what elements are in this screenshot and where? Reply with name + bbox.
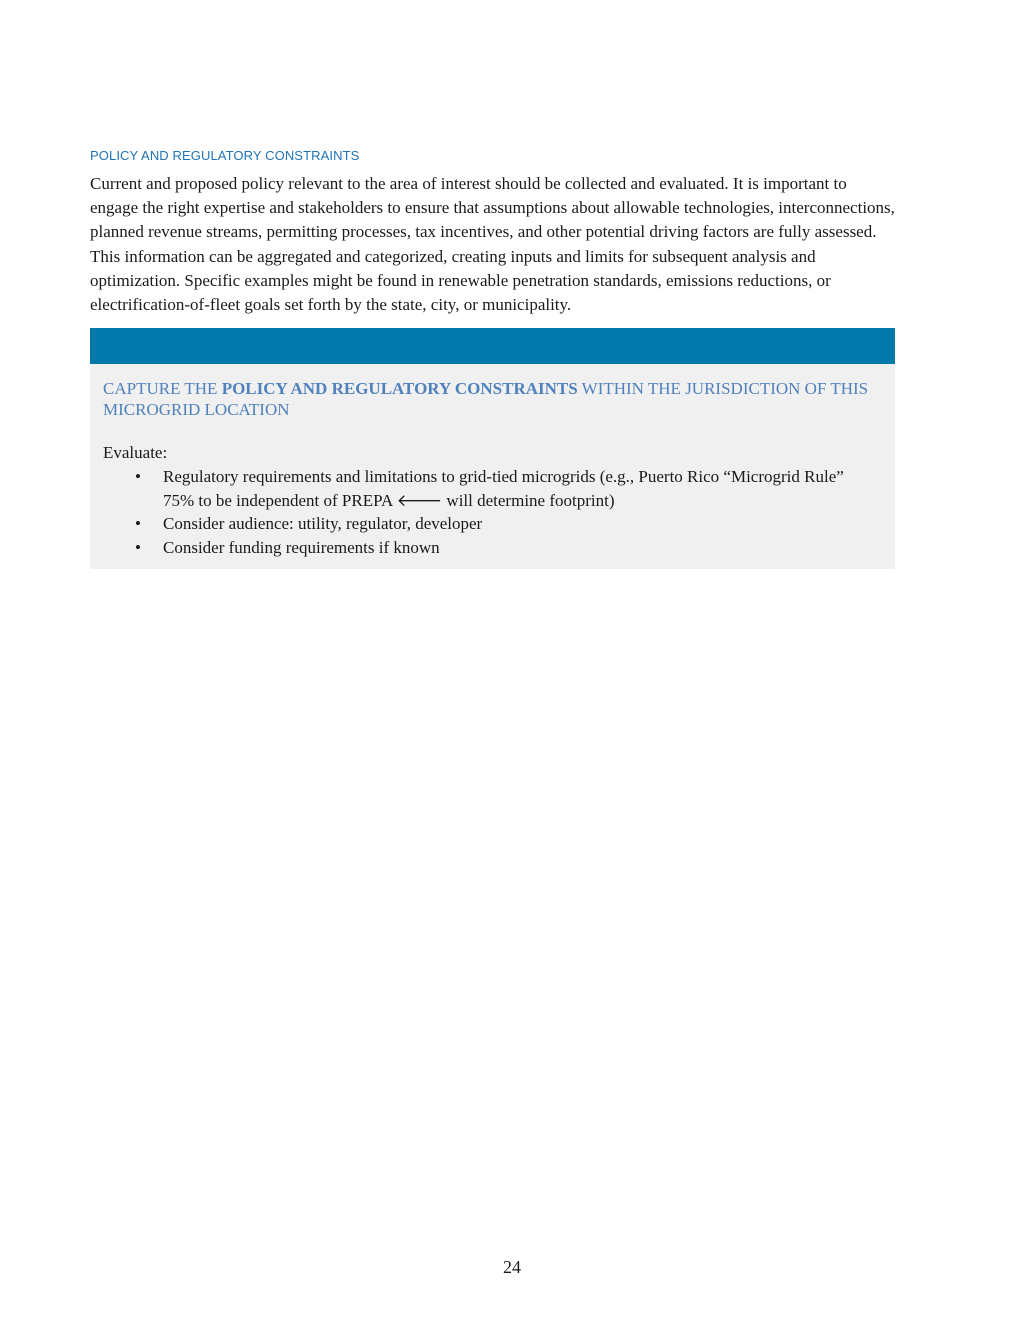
callout-title-suffix: WITHIN THE JURISDICTION OF THIS MICROGRID LOCATION (103, 379, 869, 419)
callout-title-bold: POLICY AND REGULATORY CONSTRAINTS (221, 379, 578, 398)
page-number: 24 (503, 1257, 521, 1277)
list-item (90, 465, 895, 512)
list-item-text: Consider audience: utility, regulator, developer (163, 514, 483, 533)
callout-title-prefix: CAPTURE THE (103, 379, 222, 398)
bullet-icon: • (135, 467, 141, 486)
callout-header-bar (90, 328, 895, 364)
section-heading: POLICY AND REGULATORY CONSTRAINTS (90, 148, 360, 163)
body-paragraph: Current and proposed policy relevant to the area of interest should be collected and evaluated. It is important to engage the right expertise and stakeholders to ensure that assumptions about allowable technologies, interconnections, planned revenue streams, permitting processes, tax incentives, and other potential driving factors are fully assessed. This information can be aggregated and categorized, creating inputs and limits for subsequent analysis and optimization. Specific examples might be found in renewable penetration standards, emissions reductions, or electrification-of-fleet goals set forth by the state, city, or municipality. (90, 174, 895, 315)
bullet-icon: • (135, 514, 141, 533)
list-item-text: Consider funding requirements if known (163, 537, 440, 557)
callout-title (103, 378, 882, 420)
evaluate-label: Evaluate: (103, 443, 168, 462)
bullet-icon: • (135, 537, 141, 557)
callout-box (90, 328, 895, 569)
list-item (90, 512, 895, 536)
evaluate-list (90, 465, 895, 559)
list-item-text: Regulatory requirements and limitations to grid-tied microgrids (e.g., Puerto Rico “Microgrid Rule” 75% to be independent of PREPA 🡐 will determine footprint) (163, 467, 844, 510)
list-item (90, 536, 895, 560)
